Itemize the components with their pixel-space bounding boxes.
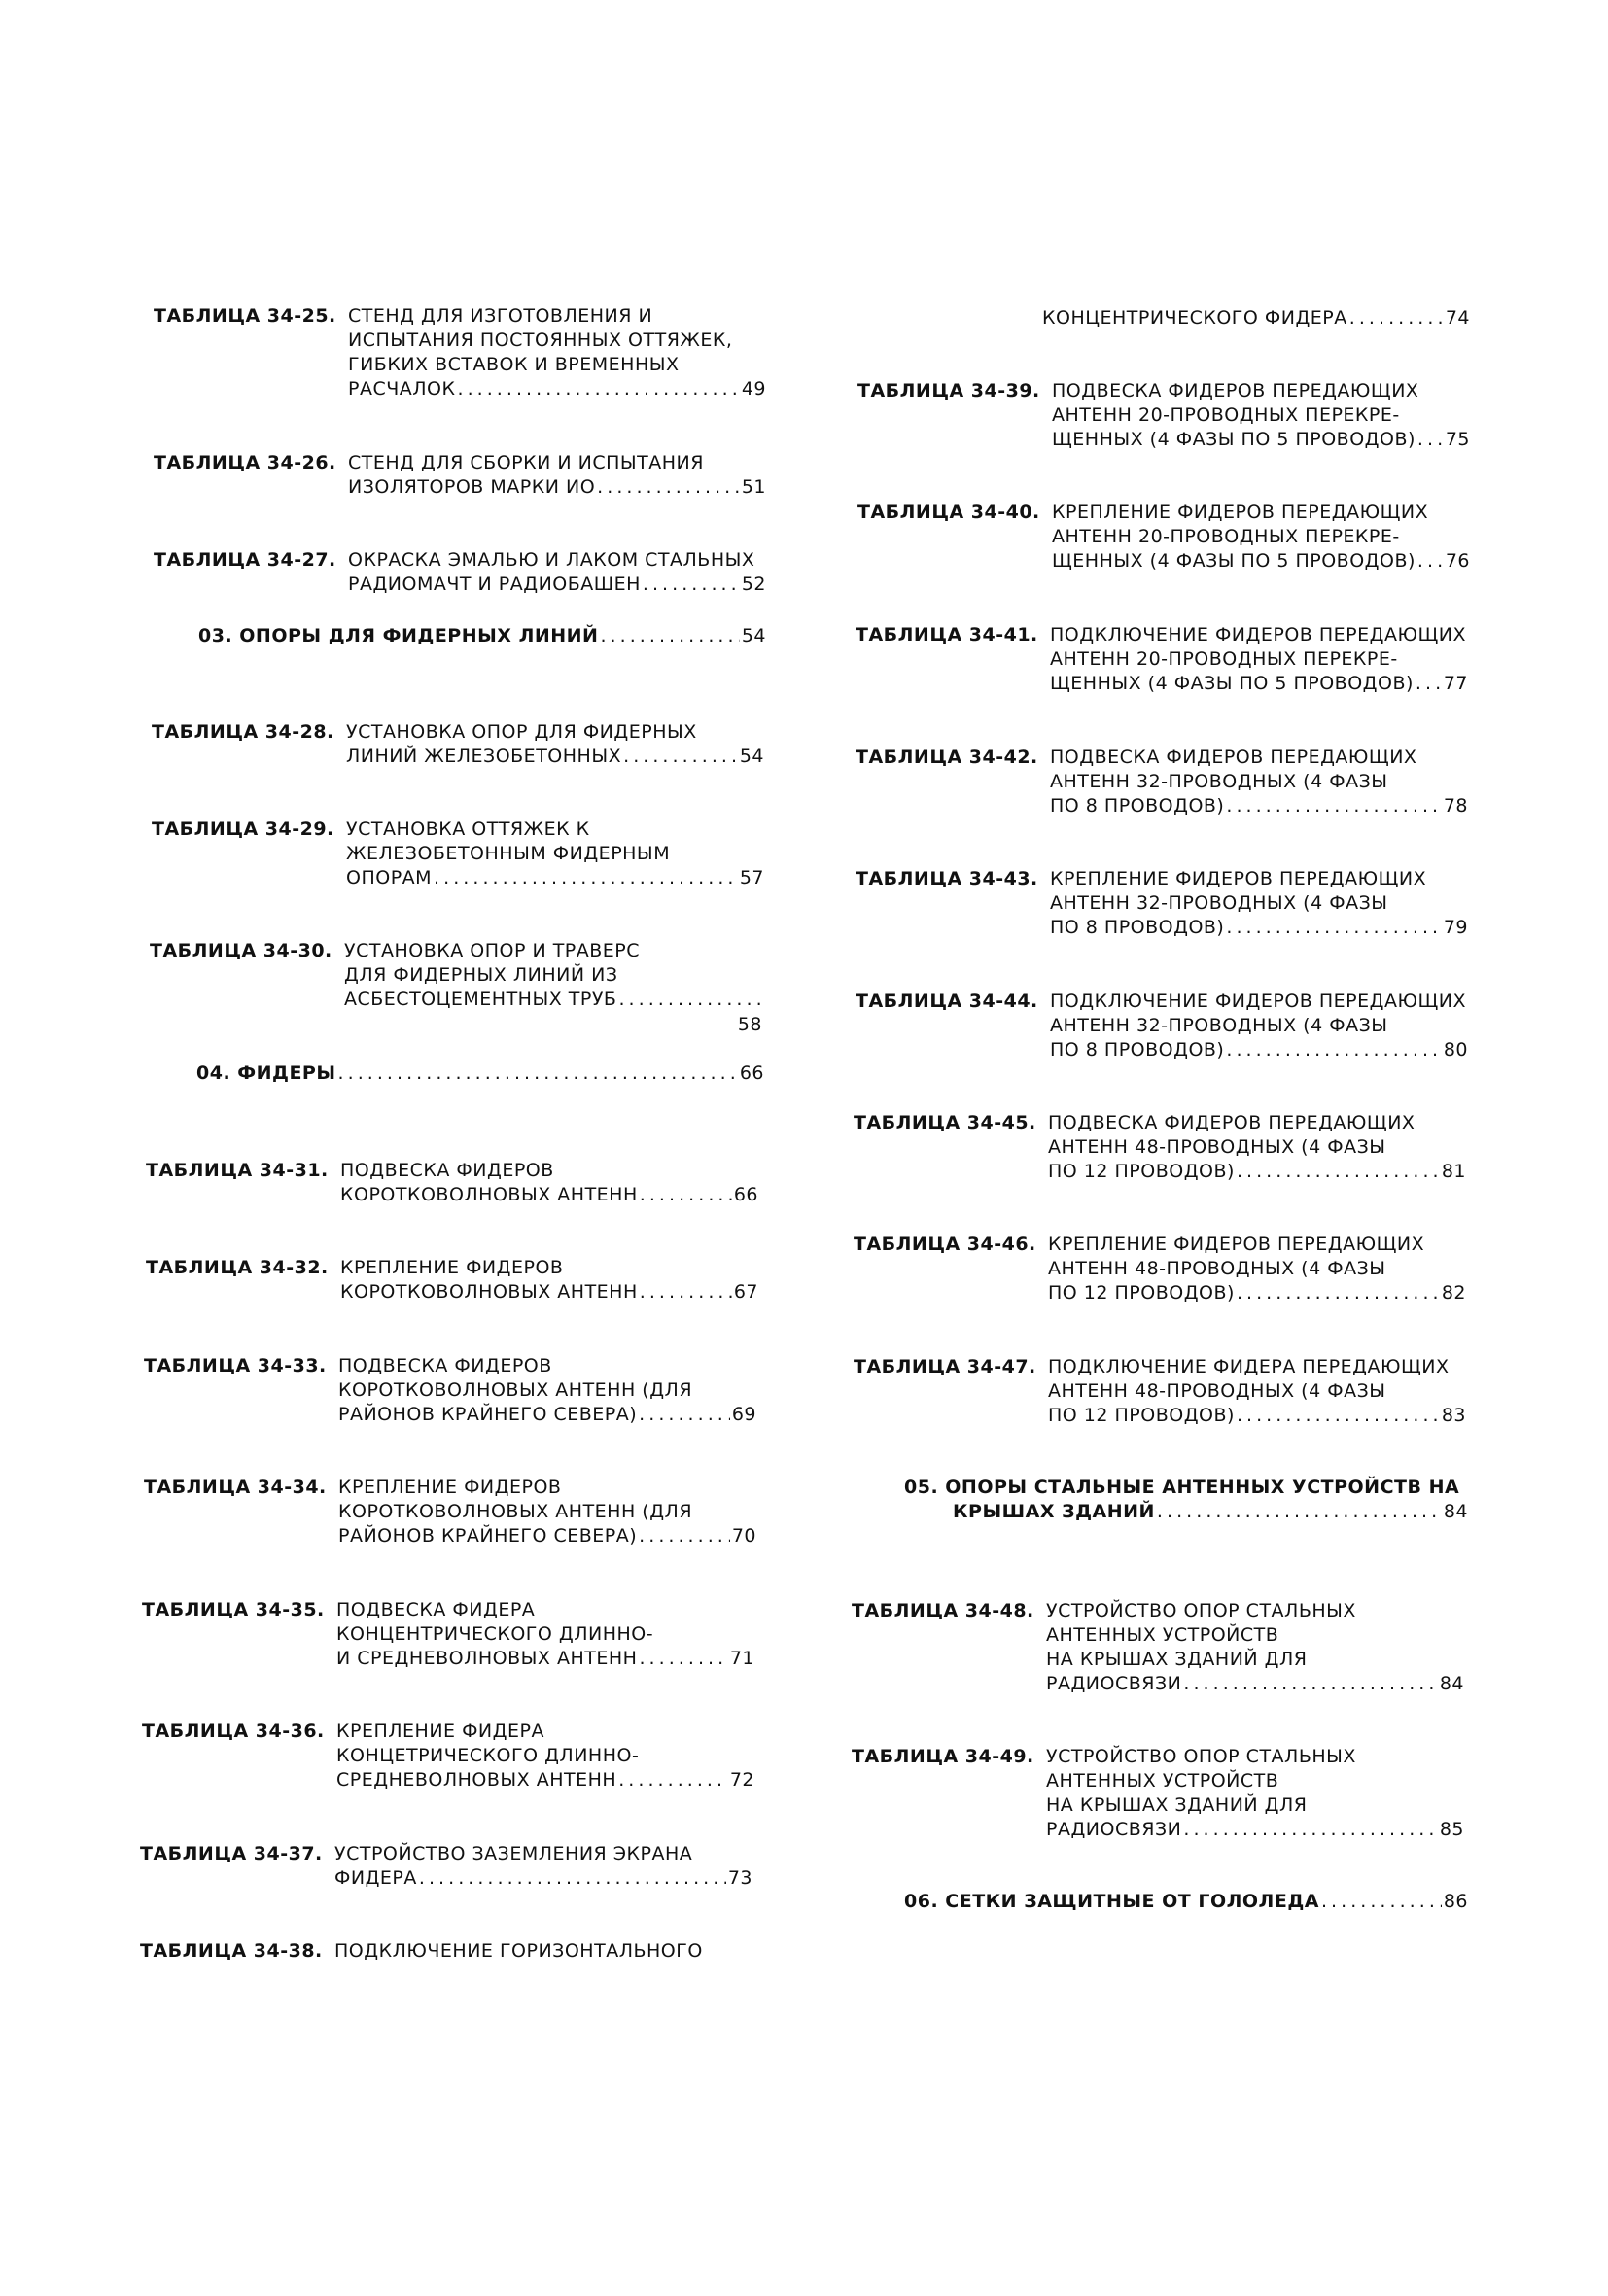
- entry-line: НА КРЫШАХ ЗДАНИЙ ДЛЯ: [1046, 1649, 1308, 1670]
- page-number: 69: [731, 1404, 756, 1425]
- toc-entry: [146, 1256, 758, 1305]
- entry-line: УСТАНОВКА ОПОР И ТРАВЕРС: [344, 940, 641, 961]
- leader-dots: [338, 1061, 738, 1086]
- leader-dots: [1321, 1890, 1442, 1914]
- entry-line: НА КРЫШАХ ЗДАНИЙ ДЛЯ: [1046, 1794, 1308, 1816]
- page-number: 79: [1443, 917, 1468, 938]
- leader-dots: [1417, 428, 1444, 452]
- table-label: ТАБЛИЦА 34-37.: [140, 1843, 323, 1864]
- leader-dots: [1226, 794, 1441, 818]
- toc-entry: [856, 623, 1468, 696]
- leader-dots: [640, 1280, 732, 1305]
- leader-dots: [1349, 306, 1444, 330]
- entry-line: РАСЧАЛОК: [348, 378, 456, 400]
- entry-line: ЩЕННЫХ (4 ФАЗЫ ПО 5 ПРОВОДОВ): [1052, 429, 1416, 450]
- entry-line: КОНЦЕНТРИЧЕСКОГО ФИДЕРА: [1042, 307, 1347, 329]
- entry-line: КРЕПЛЕНИЕ ФИДЕРОВ: [338, 1477, 562, 1498]
- leader-dots: [597, 475, 740, 500]
- section-heading: [904, 1890, 1468, 1914]
- entry-line: ПОДКЛЮЧЕНИЕ ФИДЕРА ПЕРЕДАЮЩИХ: [1048, 1356, 1450, 1377]
- toc-entry: [146, 1159, 758, 1207]
- entry-line: ПО 12 ПРОВОДОВ): [1048, 1282, 1235, 1304]
- entry-line: КРЕПЛЕНИЕ ФИДЕРОВ ПЕРЕДАЮЩИХ: [1050, 868, 1427, 889]
- leader-dots: [1237, 1160, 1440, 1184]
- entry-line: ЛИНИЙ ЖЕЛЕЗОБЕТОННЫХ: [346, 746, 622, 767]
- entry-line: КОНЦЕНТРИЧЕСКОГО ДЛИННО-: [336, 1623, 654, 1645]
- toc-entry: [857, 379, 1470, 452]
- entry-line: АНТЕНН 32-ПРОВОДНЫХ (4 ФАЗЫ: [1050, 892, 1388, 914]
- entry-line: КРЕПЛЕНИЕ ФИДЕРОВ: [340, 1257, 564, 1278]
- entry-line: ОКРАСКА ЭМАЛЬЮ И ЛАКОМ СТАЛЬНЫХ: [348, 549, 755, 571]
- entry-line: ФИДЕРА: [334, 1867, 417, 1889]
- entry-line: ОПОРАМ: [346, 867, 433, 888]
- table-label: ТАБЛИЦА 34-49.: [852, 1746, 1034, 1767]
- entry-line: КОРОТКОВОЛНОВЫХ АНТЕНН: [340, 1184, 638, 1205]
- entry-line: ПОДВЕСКА ФИДЕРОВ: [338, 1355, 552, 1376]
- entry-line: КОРОТКОВОЛНОВЫХ АНТЕНН: [340, 1281, 638, 1303]
- entry-line: АНТЕНН 20-ПРОВОДНЫХ ПЕРЕКРЕ-: [1052, 404, 1400, 426]
- page-number: 81: [1441, 1161, 1466, 1182]
- entry-line: ПОДКЛЮЧЕНИЕ ФИДЕРОВ ПЕРЕДАЮЩИХ: [1050, 624, 1466, 645]
- entry-line: АСБЕСТОЦЕМЕНТНЫХ ТРУБ: [344, 989, 617, 1010]
- entry-line: СТЕНД ДЛЯ ИЗГОТОВЛЕНИЯ И: [348, 305, 653, 327]
- entry-line: РАДИОСВЯЗИ: [1046, 1673, 1182, 1694]
- entry-line: РАДИОСВЯЗИ: [1046, 1819, 1182, 1840]
- leader-dots: [457, 377, 739, 401]
- entry-line: РАЙОНОВ КРАЙНЕГО СЕВЕРА): [338, 1525, 638, 1547]
- page-number: 74: [1445, 307, 1470, 329]
- continuation-line: [1042, 306, 1470, 330]
- entry-line: ГИБКИХ ВСТАВОК И ВРЕМЕННЫХ: [348, 354, 680, 375]
- table-label: ТАБЛИЦА 34-25.: [154, 305, 336, 327]
- page-number: 82: [1441, 1282, 1466, 1304]
- page-number: 84: [1439, 1673, 1464, 1694]
- entry-line: КРЕПЛЕНИЕ ФИДЕРОВ ПЕРЕДАЮЩИХ: [1052, 502, 1429, 523]
- toc-entry: [140, 1842, 752, 1891]
- leader-dots: [639, 1524, 730, 1548]
- entry-line: УСТРОЙСТВО ОПОР СТАЛЬНЫХ: [1046, 1746, 1356, 1767]
- entry-line: АНТЕНН 48-ПРОВОДНЫХ (4 ФАЗЫ: [1048, 1136, 1386, 1158]
- table-label: ТАБЛИЦА 34-32.: [146, 1257, 329, 1278]
- table-label: ТАБЛИЦА 34-29.: [152, 818, 334, 840]
- entry-line: АНТЕНН 20-ПРОВОДНЫХ ПЕРЕКРЕ-: [1052, 526, 1400, 547]
- section-title: 06. СЕТКИ ЗАЩИТНЫЕ ОТ ГОЛОЛЕДА: [904, 1891, 1319, 1912]
- toc-entry: [854, 1111, 1466, 1184]
- leader-dots: [639, 1647, 727, 1671]
- section-heading: [198, 624, 766, 648]
- entry-line: АНТЕННЫХ УСТРОЙСТВ: [1046, 1770, 1279, 1792]
- entry-line: ИЗОЛЯТОРОВ МАРКИ ИО: [348, 476, 596, 498]
- entry-line: УСТАНОВКА ОТТЯЖЕК К: [346, 818, 590, 840]
- toc-entry: [852, 1745, 1464, 1842]
- section-heading: [196, 1061, 764, 1086]
- leader-dots: [1417, 549, 1444, 574]
- entry-line: АНТЕНН 48-ПРОВОДНЫХ (4 ФАЗЫ: [1048, 1380, 1386, 1402]
- toc-entry: [856, 990, 1468, 1062]
- page-number: 57: [739, 867, 764, 888]
- entry-line: ПОДВЕСКА ФИДЕРОВ ПЕРЕДАЮЩИХ: [1050, 747, 1417, 768]
- page-number: 75: [1445, 429, 1470, 450]
- toc-entry: [144, 1354, 756, 1427]
- page-number: 66: [733, 1184, 758, 1205]
- table-label: ТАБЛИЦА 34-35.: [142, 1599, 325, 1620]
- entry-line: УСТРОЙСТВО ОПОР СТАЛЬНЫХ: [1046, 1600, 1356, 1621]
- table-label: ТАБЛИЦА 34-41.: [856, 624, 1038, 645]
- entry-line: АНТЕНН 48-ПРОВОДНЫХ (4 ФАЗЫ: [1048, 1258, 1386, 1279]
- table-label: ТАБЛИЦА 34-46.: [854, 1234, 1036, 1255]
- table-label: ТАБЛИЦА 34-31.: [146, 1160, 329, 1181]
- leader-dots: [419, 1866, 726, 1891]
- toc-entry: [154, 451, 766, 500]
- table-label: ТАБЛИЦА 34-44.: [856, 991, 1038, 1012]
- page-number: 73: [727, 1867, 752, 1889]
- page-number: 58: [737, 1014, 762, 1035]
- leader-dots: [639, 1403, 730, 1427]
- page-number: 54: [739, 746, 764, 767]
- leader-dots: [600, 624, 739, 648]
- entry-line: УСТАНОВКА ОПОР ДЛЯ ФИДЕРНЫХ: [346, 721, 697, 743]
- leader-dots: [1226, 1038, 1441, 1062]
- section-title: 04. ФИДЕРЫ: [196, 1062, 336, 1084]
- entry-line: КРЕПЛЕНИЕ ФИДЕРА: [336, 1721, 544, 1742]
- leader-dots: [1226, 916, 1441, 940]
- table-label: ТАБЛИЦА 34-26.: [154, 452, 336, 473]
- entry-line: КОРОТКОВОЛНОВЫХ АНТЕНН (ДЛЯ: [338, 1379, 693, 1401]
- entry-line: УСТРОЙСТВО ЗАЗЕМЛЕНИЯ ЭКРАНА: [334, 1843, 693, 1864]
- toc-entry: [154, 548, 766, 597]
- entry-line: АНТЕНН 32-ПРОВОДНЫХ (4 ФАЗЫ: [1050, 771, 1388, 792]
- entry-line: АНТЕНН 20-ПРОВОДНЫХ ПЕРЕКРЕ-: [1050, 648, 1398, 670]
- page-number: 72: [729, 1769, 754, 1791]
- entry-line: ЩЕННЫХ (4 ФАЗЫ ПО 5 ПРОВОДОВ): [1052, 550, 1416, 572]
- table-label: ТАБЛИЦА 34-27.: [154, 549, 336, 571]
- section-title: 03. ОПОРЫ ДЛЯ ФИДЕРНЫХ ЛИНИЙ: [198, 625, 599, 646]
- table-label: ТАБЛИЦА 34-38.: [140, 1940, 323, 1962]
- table-label: ТАБЛИЦА 34-28.: [152, 721, 334, 743]
- page-number: 54: [741, 625, 766, 646]
- table-label: ТАБЛИЦА 34-47.: [854, 1356, 1036, 1377]
- entry-line: ПОДКЛЮЧЕНИЕ ГОРИЗОНТАЛЬНОГО: [334, 1940, 703, 1962]
- leader-dots: [618, 1768, 728, 1792]
- entry-line: СРЕДНЕВОЛНОВЫХ АНТЕНН: [336, 1769, 617, 1791]
- entry-line: АНТЕННЫХ УСТРОЙСТВ: [1046, 1624, 1279, 1646]
- entry-line: ПОДКЛЮЧЕНИЕ ФИДЕРОВ ПЕРЕДАЮЩИХ: [1050, 991, 1466, 1012]
- entry-line: ПОДВЕСКА ФИДЕРА: [336, 1599, 536, 1620]
- table-label: ТАБЛИЦА 34-33.: [144, 1355, 327, 1376]
- entry-line: ПО 12 ПРОВОДОВ): [1048, 1161, 1235, 1182]
- table-label: ТАБЛИЦА 34-43.: [856, 868, 1038, 889]
- page-number: 52: [741, 574, 766, 595]
- toc-entry: [150, 939, 762, 1037]
- toc-entry: [856, 867, 1468, 940]
- entry-line: КОРОТКОВОЛНОВЫХ АНТЕНН (ДЛЯ: [338, 1501, 693, 1522]
- entry-line: ПО 8 ПРОВОДОВ): [1050, 1039, 1225, 1061]
- page-number: 83: [1441, 1405, 1466, 1426]
- leader-dots: [1416, 672, 1442, 696]
- toc-entry: [854, 1355, 1466, 1428]
- toc-entry: [142, 1720, 754, 1792]
- table-label: ТАБЛИЦА 34-45.: [854, 1112, 1036, 1133]
- toc-entry: [142, 1598, 754, 1671]
- toc-entry: [857, 501, 1470, 574]
- table-label: ТАБЛИЦА 34-48.: [852, 1600, 1034, 1621]
- entry-line: ИСПЫТАНИЯ ПОСТОЯННЫХ ОТТЯЖЕК,: [348, 330, 733, 351]
- entry-line: ЩЕННЫХ (4 ФАЗЫ ПО 5 ПРОВОДОВ): [1050, 673, 1414, 694]
- entry-line: РАДИОМАЧТ И РАДИОБАШЕН: [348, 574, 641, 595]
- page-number: 51: [741, 476, 766, 498]
- toc-entry: [152, 818, 764, 890]
- entry-line: РАЙОНОВ КРАЙНЕГО СЕВЕРА): [338, 1404, 638, 1425]
- toc-entry: [154, 304, 766, 401]
- page-number: 85: [1439, 1819, 1464, 1840]
- entry-line: ПО 8 ПРОВОДОВ): [1050, 917, 1225, 938]
- page-number: 66: [739, 1062, 764, 1084]
- entry-line: ДЛЯ ФИДЕРНЫХ ЛИНИЙ ИЗ: [344, 964, 618, 986]
- leader-dots: [434, 866, 738, 890]
- leader-dots: [640, 1183, 732, 1207]
- entry-line: ПО 8 ПРОВОДОВ): [1050, 795, 1225, 817]
- table-label: ТАБЛИЦА 34-36.: [142, 1721, 325, 1742]
- toc-entry: [144, 1476, 756, 1548]
- page-number: 80: [1443, 1039, 1468, 1061]
- page-number: 67: [733, 1281, 758, 1303]
- leader-dots: [1183, 1818, 1437, 1842]
- toc-entry: [854, 1233, 1466, 1305]
- entry-line: ПОДВЕСКА ФИДЕРОВ: [340, 1160, 554, 1181]
- page-number: 78: [1443, 795, 1468, 817]
- leader-dots: [643, 573, 740, 597]
- table-label: ТАБЛИЦА 34-40.: [857, 502, 1040, 523]
- section-title: КРЫШАХ ЗДАНИЙ: [953, 1501, 1155, 1522]
- entry-line: И СРЕДНЕВОЛНОВЫХ АНТЕНН: [336, 1648, 638, 1669]
- table-label: ТАБЛИЦА 34-30.: [150, 940, 332, 961]
- table-label: ТАБЛИЦА 34-39.: [857, 380, 1040, 401]
- leader-dots: [1237, 1281, 1440, 1305]
- entry-line: ПОДВЕСКА ФИДЕРОВ ПЕРЕДАЮЩИХ: [1048, 1112, 1416, 1133]
- entry-line: СТЕНД ДЛЯ СБОРКИ И ИСПЫТАНИЯ: [348, 452, 704, 473]
- section-title: 05. ОПОРЫ СТАЛЬНЫЕ АНТЕННЫХ УСТРОЙСТВ НА: [904, 1477, 1460, 1498]
- table-label: ТАБЛИЦА 34-42.: [856, 747, 1038, 768]
- page-number: 70: [731, 1525, 756, 1547]
- page-number: 76: [1445, 550, 1470, 572]
- page-number: 49: [741, 378, 766, 400]
- entry-line: КРЕПЛЕНИЕ ФИДЕРОВ ПЕРЕДАЮЩИХ: [1048, 1234, 1425, 1255]
- entry-line: ЖЕЛЕЗОБЕТОННЫМ ФИДЕРНЫМ: [346, 843, 671, 864]
- page-number: 71: [729, 1648, 754, 1669]
- toc-entry: [852, 1599, 1464, 1696]
- page-number: 86: [1443, 1891, 1468, 1912]
- page-number: 84: [1443, 1501, 1468, 1522]
- page-number: 77: [1443, 673, 1468, 694]
- leader-dots: [1237, 1404, 1440, 1428]
- table-label: ТАБЛИЦА 34-34.: [144, 1477, 327, 1498]
- leader-dots: [1157, 1500, 1442, 1524]
- toc-entry: [856, 746, 1468, 818]
- leader-dots: [618, 988, 760, 1012]
- toc-entry: [140, 1939, 752, 1964]
- toc-entry: [152, 720, 764, 769]
- entry-line: ПО 12 ПРОВОДОВ): [1048, 1405, 1235, 1426]
- section-heading: [904, 1476, 1468, 1524]
- leader-dots: [623, 745, 738, 769]
- leader-dots: [1183, 1672, 1437, 1696]
- entry-line: КОНЦЕТРИЧЕСКОГО ДЛИННО-: [336, 1745, 640, 1766]
- entry-line: ПОДВЕСКА ФИДЕРОВ ПЕРЕДАЮЩИХ: [1052, 380, 1419, 401]
- entry-line: АНТЕНН 32-ПРОВОДНЫХ (4 ФАЗЫ: [1050, 1015, 1388, 1036]
